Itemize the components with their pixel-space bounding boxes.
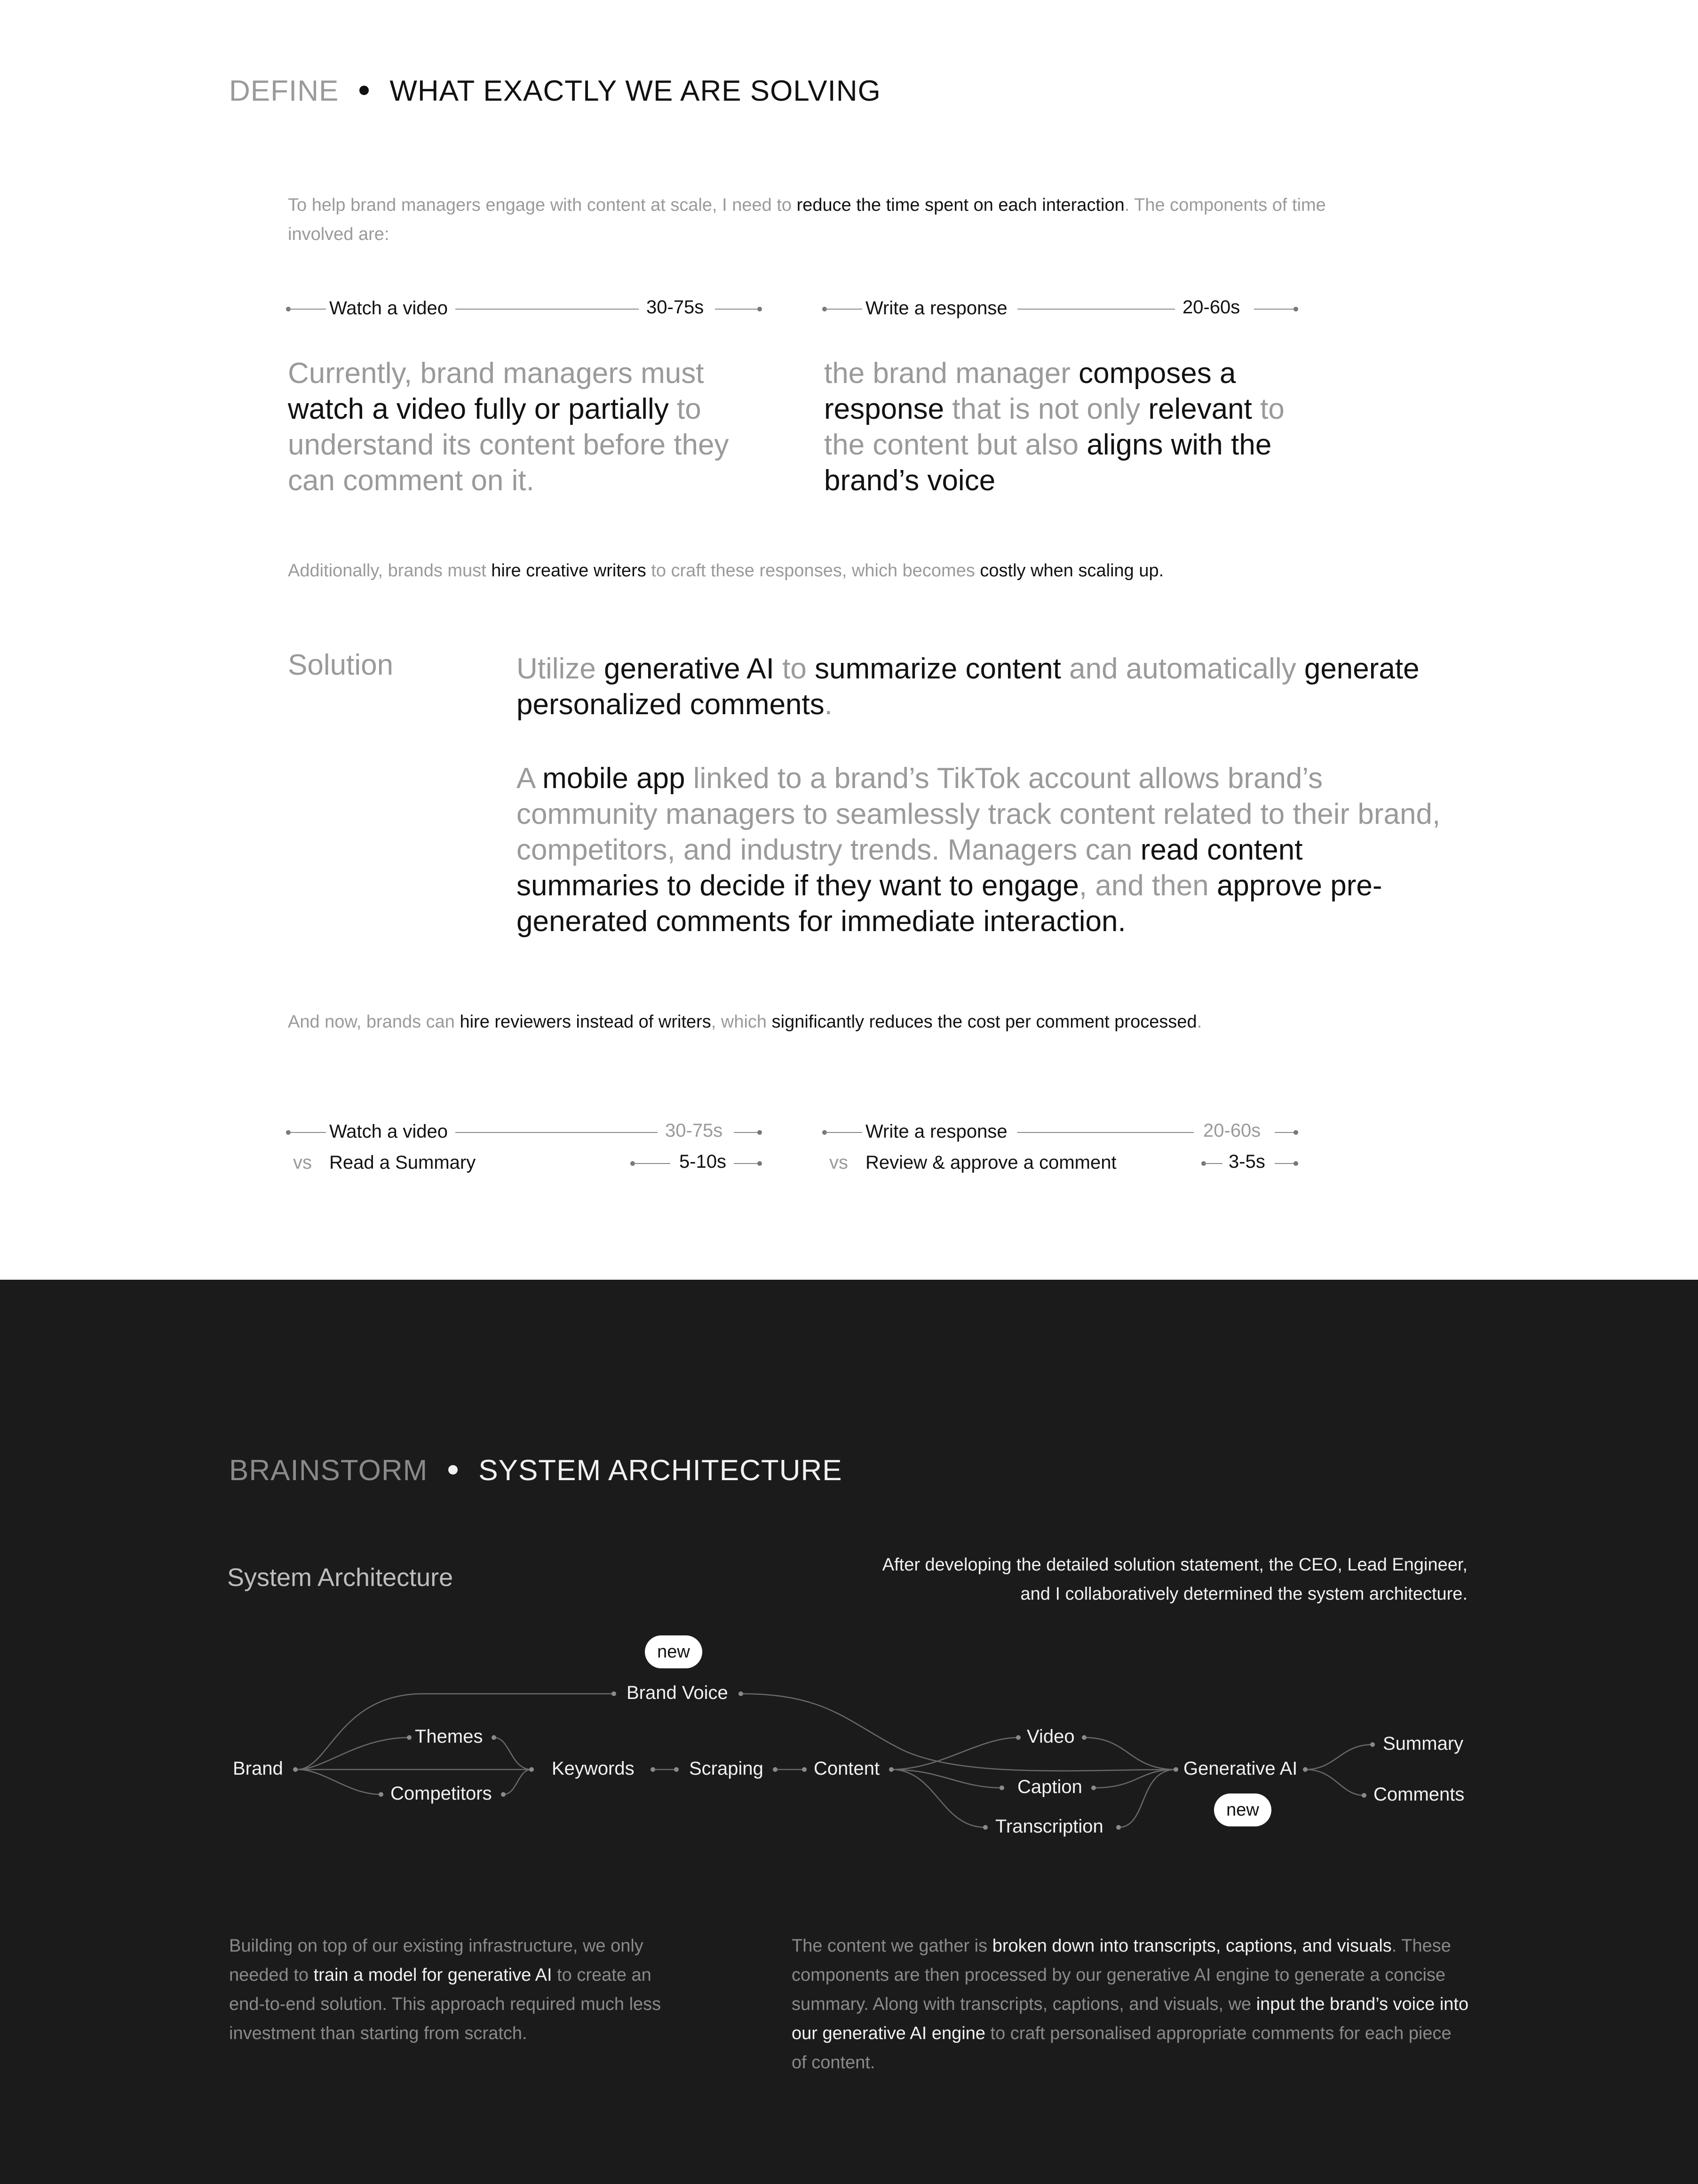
brainstorm-section [0, 1280, 1698, 2184]
and-now-text: And now, brands can hire reviewers instead of writers, which significantly reduces the cost per comment processed. [288, 1012, 1202, 1032]
brainstorm-title: SYSTEM ARCHITECTURE [478, 1454, 842, 1487]
timeline-watch-video [286, 295, 762, 323]
node-generative-ai: Generative AI [1183, 1758, 1298, 1779]
define-title: WHAT EXACTLY WE ARE SOLVING [389, 75, 881, 107]
solution-description: A mobile app linked to a brand’s TikTok account allows brand’s community managers to seamlessly track content related to their brand, competitors, and industry trends. Managers can read content summaries to decide if they want to engage, and then approve pre-generated comments for immediate interaction. [516, 762, 1441, 938]
system-architecture-subtitle: System Architecture [227, 1563, 453, 1592]
vs-label: vs [293, 1152, 312, 1173]
edge-brandvoice-genai [741, 1694, 1176, 1771]
define-label: DEFINE [229, 75, 339, 107]
node-comments: Comments [1373, 1784, 1465, 1805]
timeline-value: 30-75s [646, 297, 704, 318]
edge-competitors-keywords [503, 1770, 532, 1794]
node-brand-voice: Brand Voice [627, 1682, 728, 1703]
compare-read-summary: vs Read a Summary 5-10s [286, 1149, 762, 1178]
edge-brand-themes [297, 1738, 409, 1770]
response-process-text: the brand manager composes a response that is not only relevant to the content but also aligns with the brand’s voice [824, 357, 1285, 497]
architecture-note: After developing the detailed solution statement, the CEO, Lead Engineer, and I collaboratively determined the system architecture. [882, 1555, 1468, 1604]
new-badge-brand-voice: new [645, 1635, 702, 1668]
node-competitors: Competitors [390, 1783, 492, 1804]
node-caption: Caption [1017, 1777, 1082, 1797]
edge-genai-comments [1305, 1770, 1364, 1795]
timeline-end-dot [1293, 307, 1298, 311]
edge-transcription-genai [1119, 1770, 1176, 1827]
edge-themes-keywords [494, 1738, 532, 1770]
current-process-text: Currently, brand managers must watch a video fully or partially to understand its content before they can comment on it. [288, 357, 729, 497]
node-scraping: Scraping [689, 1758, 763, 1779]
vs-label: vs [829, 1152, 848, 1173]
edge-genai-summary [1305, 1745, 1373, 1770]
compare-watch-video: Watch a video 30-75s [286, 1118, 762, 1147]
brainstorm-label: BRAINSTORM [229, 1454, 428, 1487]
node-video: Video [1027, 1726, 1075, 1747]
node-keywords: Keywords [552, 1758, 635, 1779]
new-badge-generative-ai: new [1214, 1793, 1271, 1826]
edge-brand-competitors [297, 1770, 381, 1794]
content-processing-text: The content we gather is broken down into transcripts, captions, and visuals. These components are then processed by our generative AI engine to generate a concise summary. Along with transcripts, captions, and visuals, we input the brand’s voice into our generative AI engine to craft personalised appropriate comments for each piece of content. [792, 1936, 1469, 2072]
node-transcription: Transcription [995, 1816, 1103, 1837]
infrastructure-text: Building on top of our existing infrastructure, we only needed to train a model for generative AI to create an end-to-end solution. This approach required much less investment than starting from scratch. [229, 1936, 661, 2043]
edge-content-transcription [891, 1770, 985, 1827]
compare-write-response: Write a response 20-60s [822, 1118, 1298, 1147]
node-brand: Brand [233, 1758, 283, 1779]
additionally-text: Additionally, brands must hire creative writers to craft these responses, which becomes costly when scaling up. [288, 561, 1164, 581]
timeline-label: Write a response [865, 298, 1008, 319]
edge-video-genai [1084, 1738, 1176, 1770]
node-themes: Themes [415, 1726, 483, 1747]
solution-label: Solution [288, 649, 394, 681]
node-summary: Summary [1383, 1733, 1464, 1754]
node-content: Content [814, 1758, 880, 1779]
timeline-label: Watch a video [329, 298, 448, 319]
timeline-value: 20-60s [1182, 297, 1240, 318]
bullet-icon [359, 86, 369, 95]
timeline-end-dot [757, 307, 762, 311]
solution-statement: Utilize generative AI to summarize content and automatically generate personalized comments. [516, 653, 1420, 721]
compare-review-approve: vs Review & approve a comment 3-5s [822, 1149, 1298, 1178]
define-header [229, 74, 881, 108]
define-intro: To help brand managers engage with content at scale, I need to reduce the time spent on each interaction. The components of time involved are: [288, 195, 1326, 244]
timeline-write-response [822, 295, 1298, 323]
